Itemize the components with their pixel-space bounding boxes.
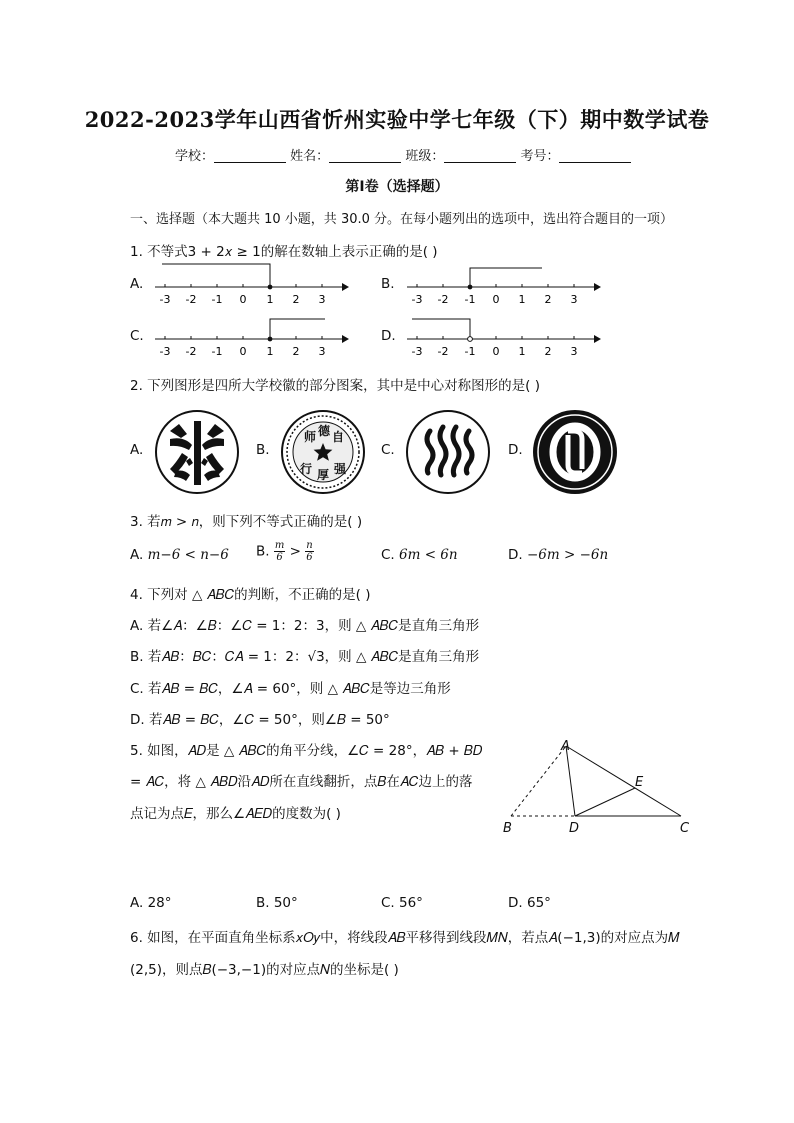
q5-point-b: B xyxy=(503,821,512,836)
q1-d-open-point xyxy=(468,337,473,342)
tick-label: -2 xyxy=(437,345,449,358)
q4-option-b: B. 若𝐴𝐵：𝐵𝐶：𝐶𝐴 = 1：2：√3，则 △ 𝐴𝐵𝐶是直角三角形 xyxy=(130,649,480,665)
q1-option-a-label: A. xyxy=(130,276,144,292)
emblem-b-image xyxy=(280,409,366,495)
q3-option-a-expr: 𝑚−6 < 𝑛−6 xyxy=(147,547,229,563)
q4-option-a: A. 若∠𝐴：∠𝐵：∠𝐶 = 1：2：3，则 △ 𝐴𝐵𝐶是直角三角形 xyxy=(130,618,480,634)
q3-option-a xyxy=(130,547,229,563)
student-info-line xyxy=(175,145,631,164)
school-blank[interactable] xyxy=(214,148,286,163)
tick-label: 1 xyxy=(518,293,526,306)
q2-text: 2. 下列图形是四所大学校徽的部分图案，其中是中心对称图形的是( ) xyxy=(130,378,540,394)
q1-number-line-c xyxy=(150,314,350,359)
tick-label: -2 xyxy=(185,345,197,358)
q5-point-a: A xyxy=(561,739,570,754)
tick-label: -2 xyxy=(185,293,197,306)
tick-label: 3 xyxy=(570,293,578,306)
q1-option-c-label: C. xyxy=(130,328,144,344)
tick-label: -3 xyxy=(411,345,423,358)
q5-triangle-diagram xyxy=(498,736,698,840)
tick-label: 0 xyxy=(492,345,500,358)
exam-no-label: 考号： xyxy=(520,149,560,164)
q1-text: 1. 不等式3 + 2𝑥 ≥ 1的解在数轴上表示正确的是( ) xyxy=(130,244,438,260)
class-blank[interactable] xyxy=(444,148,516,163)
tick-label: -1 xyxy=(464,293,476,306)
emblem-b-char: 德 xyxy=(317,424,331,438)
emblem-c-image xyxy=(405,409,491,495)
q6-text-line1: 6. 如图，在平面直角坐标系𝑥𝑂𝑦中，将线段𝐴𝐵平移得到线段𝑀𝑁，若点𝐴(−1,3)的对应点为𝑀 xyxy=(130,930,680,946)
tick-label: 0 xyxy=(239,345,247,358)
tick-label: 3 xyxy=(318,345,326,358)
q2-option-d-label: D. xyxy=(508,442,523,458)
q1-c-ray xyxy=(270,319,325,339)
q1-number-line-a xyxy=(150,262,350,307)
q4-option-d: D. 若𝐴𝐵 = 𝐵𝐶，∠𝐶 = 50°，则∠𝐵 = 50° xyxy=(130,712,390,728)
q3-option-d xyxy=(508,547,608,563)
q1-number-line-d xyxy=(402,314,602,359)
q1-b-ray xyxy=(470,268,542,287)
class-label: 班级： xyxy=(405,149,445,164)
tick-label: 2 xyxy=(544,293,552,306)
q5-option-c: C. 56° xyxy=(381,895,423,911)
section-title: 第Ⅰ卷（选择题） xyxy=(345,179,449,195)
exam-no-blank[interactable] xyxy=(559,148,631,163)
q3-option-b-right-fraction: $\frac{\text{𝑛}}{6}$ xyxy=(306,540,313,563)
page-title: 2022-2023学年山西省忻州实验中学七年级（下）期中数学试卷 xyxy=(84,107,710,132)
q5-text-line3: 点记为点𝐸，那么∠𝐴𝐸𝐷的度数为( ) xyxy=(130,806,341,822)
q5-option-d: D. 65° xyxy=(508,895,551,911)
q2-option-a-label: A. xyxy=(130,442,144,458)
school-label: 学校： xyxy=(175,149,215,164)
q5-text-line2: = 𝐴𝐶，将 △ 𝐴𝐵𝐷沿𝐴𝐷所在直线翻折，点𝐵在𝐴𝐶边上的落 xyxy=(130,774,473,790)
q3-option-d-expr: −6𝑚 > −6𝑛 xyxy=(526,547,609,563)
q3-option-d-label: D. xyxy=(508,547,523,563)
tick-label: 1 xyxy=(518,345,526,358)
part1-instructions: 一、选择题（本大题共 10 小题，共 30.0 分。在每小题列出的选项中，选出符合题目的一项） xyxy=(130,212,674,227)
q5-point-e: E xyxy=(635,775,644,790)
q1-a-closed-point xyxy=(268,285,273,290)
q5-point-d: D xyxy=(569,821,580,836)
q1-a-ray xyxy=(162,264,270,287)
emblem-b-char: 强 xyxy=(333,462,347,476)
q3-option-c xyxy=(381,547,458,563)
tick-label: 2 xyxy=(544,345,552,358)
tick-label: -1 xyxy=(464,345,476,358)
q5-option-b: B. 50° xyxy=(256,895,298,911)
q1-number-line-b xyxy=(402,262,602,307)
q1-c-closed-point xyxy=(268,337,273,342)
q3-option-b-label: B. xyxy=(256,543,270,560)
q3-option-a-label: A. xyxy=(130,547,144,563)
q1-option-d-label: D. xyxy=(381,328,396,344)
q1-option-b-label: B. xyxy=(381,276,395,292)
tick-label: -1 xyxy=(211,345,223,358)
q4-text: 4. 下列对 △ 𝐴𝐵𝐶的判断，不正确的是( ) xyxy=(130,587,371,603)
q5-dashed-ab xyxy=(511,746,566,816)
emblem-b-char: 师 xyxy=(303,430,317,444)
name-label: 姓名： xyxy=(290,149,330,164)
q3-option-c-label: C. xyxy=(381,547,395,563)
tick-label: -3 xyxy=(159,345,171,358)
tick-label: -3 xyxy=(159,293,171,306)
tick-label: 0 xyxy=(239,293,247,306)
q2-option-b-label: B. xyxy=(256,442,270,458)
tick-label: 3 xyxy=(318,293,326,306)
tick-label: 0 xyxy=(492,293,500,306)
q5-side-ac xyxy=(566,746,681,816)
q3-text: 3. 若𝑚 > 𝑛，则下列不等式正确的是( ) xyxy=(130,514,363,530)
q5-bisector-ad xyxy=(566,746,575,816)
q2-option-c-label: C. xyxy=(381,442,395,458)
q3-option-b: B. $\frac{\text{𝑚}}{6}$ > $\frac{\text{𝑛}}{6}$ xyxy=(256,540,313,563)
q5-option-a: A. 28° xyxy=(130,895,172,911)
q1-d-ray xyxy=(412,319,470,337)
q1-b-closed-point xyxy=(468,285,473,290)
q5-text-line1: 5. 如图，𝐴𝐷是 △ 𝐴𝐵𝐶的角平分线，∠𝐶 = 28°，𝐴𝐵 + 𝐵𝐷 xyxy=(130,743,483,759)
tick-label: 1 xyxy=(266,293,274,306)
emblem-a-image xyxy=(154,409,240,495)
q3-option-c-expr: 6𝑚 < 6𝑛 xyxy=(399,547,458,563)
emblem-b-char: 自 xyxy=(331,430,345,444)
q3-option-b-left-fraction: $\frac{\text{𝑚}}{6}$ xyxy=(274,540,285,563)
q5-point-c: C xyxy=(680,821,690,836)
name-blank[interactable] xyxy=(329,148,401,163)
tick-label: 2 xyxy=(292,293,300,306)
emblem-b-char: 厚 xyxy=(316,468,330,482)
q5-segment-de xyxy=(575,788,635,816)
tick-label: -3 xyxy=(411,293,423,306)
tick-label: -1 xyxy=(211,293,223,306)
tick-label: -2 xyxy=(437,293,449,306)
tick-label: 2 xyxy=(292,345,300,358)
q6-text-line2: (2,5)，则点𝐵(−3,−1)的对应点𝑁的坐标是( ) xyxy=(130,962,399,978)
tick-label: 1 xyxy=(266,345,274,358)
q4-option-c: C. 若𝐴𝐵 = 𝐵𝐶，∠𝐴 = 60°，则 △ 𝐴𝐵𝐶是等边三角形 xyxy=(130,681,451,697)
tick-label: 3 xyxy=(570,345,578,358)
emblem-d-image xyxy=(532,409,618,495)
emblem-b-char: 行 xyxy=(299,462,313,476)
